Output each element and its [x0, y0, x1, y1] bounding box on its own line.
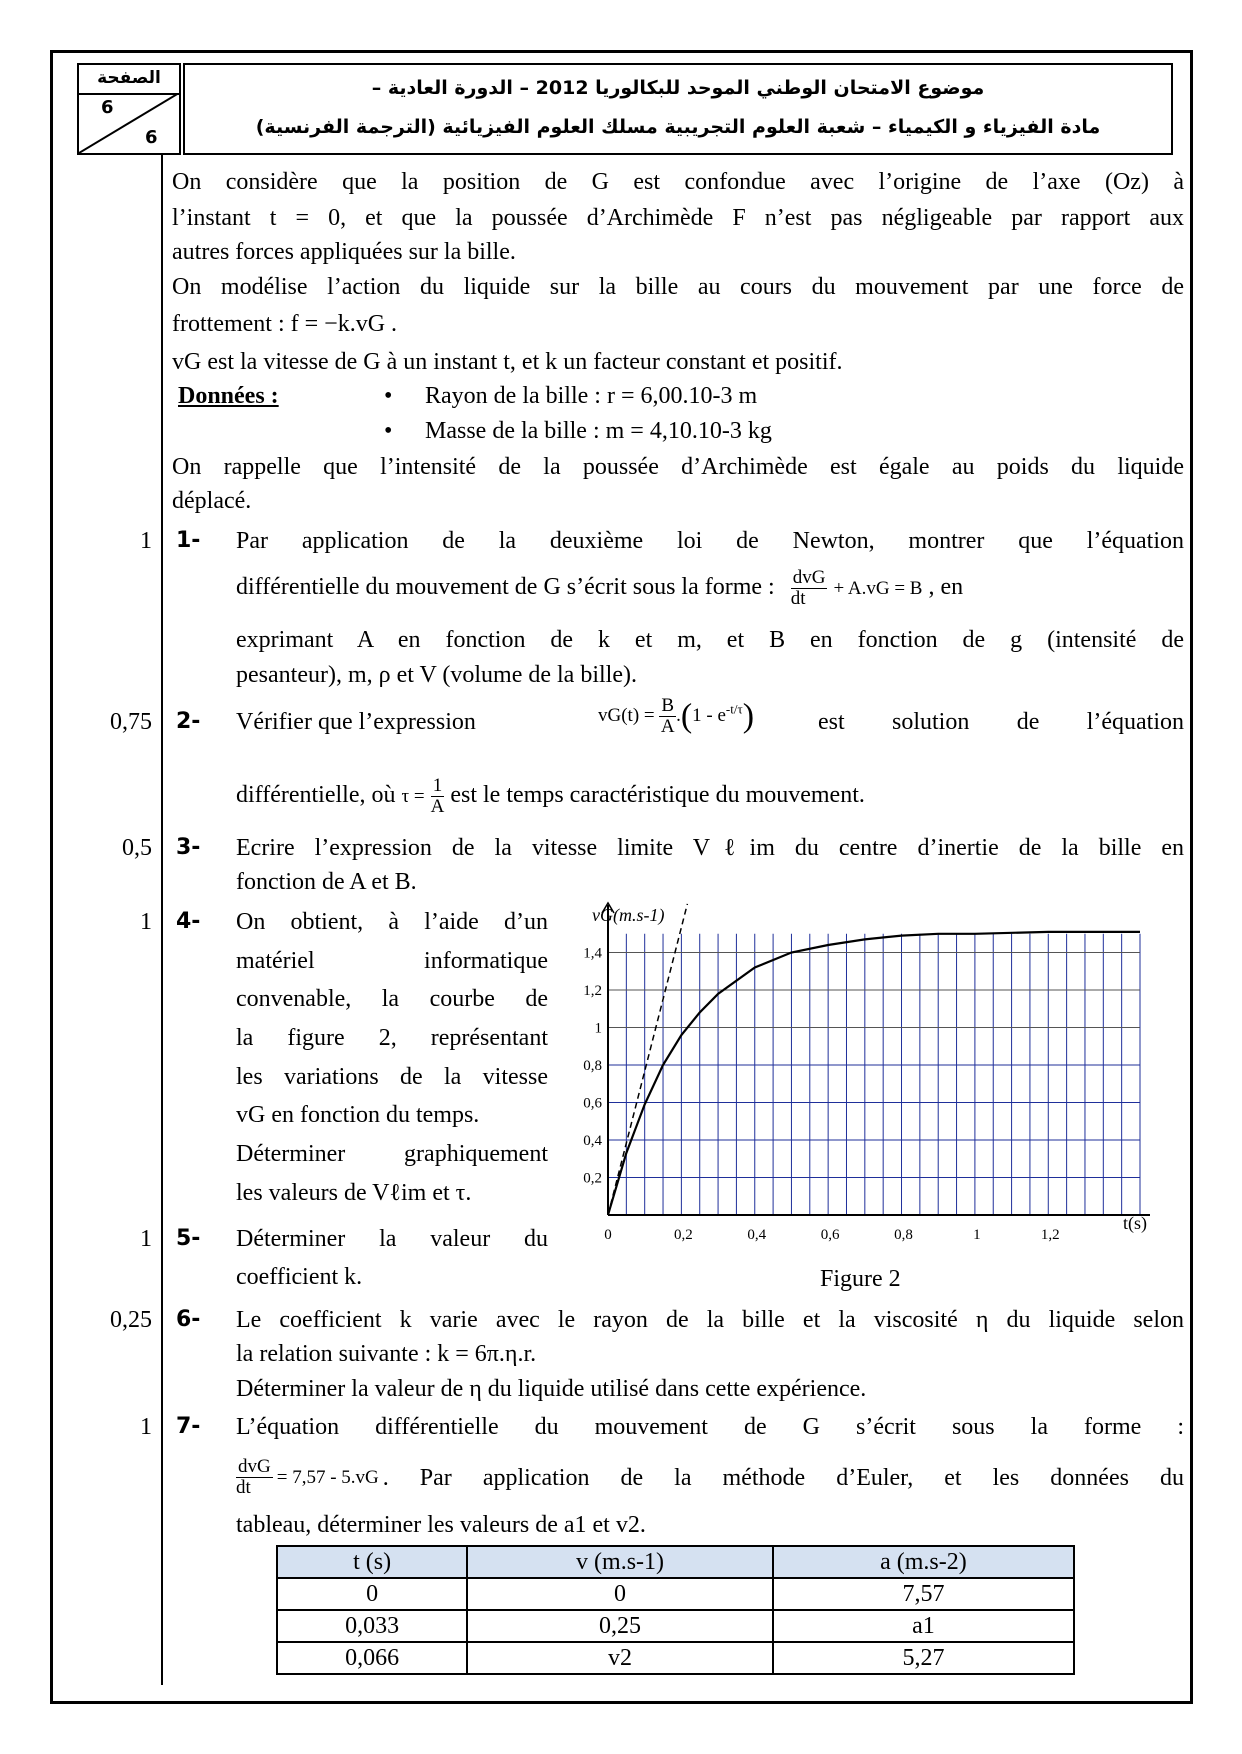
eq-euler: = 7,57 - 5.vG [276, 1466, 379, 1488]
euler-table [276, 1545, 1075, 1675]
eq-one: 1 [431, 776, 445, 797]
mark-q1: 1 [140, 528, 152, 554]
mark-q5: 1 [140, 1226, 152, 1252]
q6-line3: Déterminer la valeur de η du liquide utilisé dans cette expérience. [236, 1376, 867, 1402]
y-tick-label: 0,4 [583, 1133, 602, 1149]
q5-line2: coefficient k. [236, 1264, 363, 1290]
table-cell: 0,033 [277, 1610, 467, 1642]
y-tick-label: 1,4 [583, 945, 602, 962]
table-row [277, 1610, 1074, 1642]
intro-p1-l2: l’instant t = 0, et que la poussée d’Archimède F n’est pas négligeable par rapport aux [172, 205, 1184, 231]
eq-vgt: vG(t) = [598, 704, 655, 726]
donnee-rayon: Rayon de la bille : r = 6,00.10-3 m [425, 383, 758, 409]
q6-line2: la relation suivante : k = 6π.η.r. [236, 1341, 537, 1367]
q2-line2b: est le temps caractéristique du mouvement. [450, 782, 865, 809]
mark-q6: 0,25 [110, 1307, 152, 1333]
table-cell: 0,25 [467, 1610, 773, 1642]
table-header: a (m.s-2) [773, 1546, 1074, 1578]
x-tick-label: 0,8 [894, 1227, 913, 1243]
page-label: الصفحة [79, 65, 179, 95]
eq-dt-2: dt [236, 1477, 251, 1498]
table-cell: 7,57 [773, 1578, 1074, 1610]
qnum-5: 5- [176, 1226, 201, 1251]
header-line2: مادة الفيزياء و الكيمياء – شعبة العلوم التجريبية مسلك العلوم الفيزيائية (الترجمة الفرنسية) [255, 116, 1101, 138]
q7-line1: L’équation différentielle du mouvement de G s’écrit sous la forme : [236, 1414, 1184, 1440]
eq-1A [431, 776, 445, 817]
x-tick-label: 1,2 [1040, 1227, 1060, 1243]
q1-line1: Par application de la deuxième loi de Newton, montrer que l’équation [236, 528, 1184, 554]
table-header: v (m.s-1) [467, 1546, 773, 1578]
q4-line7: Déterminer graphiquement [236, 1141, 548, 1167]
eq-exp: -t/τ [725, 701, 743, 717]
figure-caption: Figure 2 [820, 1266, 901, 1292]
donnee-masse: Masse de la bille : m = 4,10.10-3 kg [425, 418, 772, 444]
x-tick-label: 0,6 [820, 1227, 840, 1243]
intro-p2-l1: On modélise l’action du liquide sur la bille au cours du mouvement par une force de [172, 274, 1184, 300]
q4-line2: matériel informatique [236, 948, 548, 974]
q6-line1: Le coefficient k varie avec le rayon de la bille et la viscosité η du liquide selon [236, 1307, 1184, 1333]
q4-line8: les valeurs de Vℓim et τ. [236, 1180, 472, 1206]
q1-line3: exprimant A en fonction de k et m, et B en fonction de g (intensité de [236, 627, 1184, 653]
q7-line2-text: . Par application de la méthode d’Euler, et les données du [382, 1464, 1184, 1491]
exam-header [183, 63, 1173, 155]
eq-B: B [661, 695, 675, 716]
eq-A: A [660, 716, 675, 737]
intro-p3: vG est la vitesse de G à un instant t, et k un facteur constant et positif. [172, 349, 843, 375]
table-cell: 0,066 [277, 1642, 467, 1674]
chart-grid [608, 934, 1140, 1215]
qnum-4: 4- [176, 909, 201, 934]
q4-line6: vG en fonction du temps. [236, 1102, 480, 1128]
eq-1-e: 1 - e [692, 704, 726, 726]
eq-BA [659, 696, 676, 737]
y-tick-label: 0,8 [583, 1058, 602, 1074]
q7-line2 [236, 1457, 1184, 1498]
table-cell: a1 [773, 1610, 1074, 1642]
bullet-1: • [384, 383, 393, 409]
chart-axes [602, 903, 1150, 1215]
y-tick-label: 0,2 [583, 1170, 602, 1187]
mark-q7: 1 [140, 1414, 152, 1440]
intro-p4-l2: déplacé. [172, 488, 252, 514]
intro-p1-l3: autres forces appliquées sur la bille. [172, 239, 516, 265]
q2-line2 [236, 776, 865, 817]
eq-A2: A [430, 796, 445, 817]
intro-p4-l1: On rappelle que l’intensité de la poussée d’Archimède est égale au poids du liquide [172, 454, 1184, 480]
q5-line1: Déterminer la valeur du [236, 1226, 548, 1252]
eq-dt: dt [790, 588, 806, 609]
q1-eq-rest: + A.vG = B [833, 578, 923, 600]
x-tick-label: 1 [973, 1227, 981, 1243]
eq-dvdt [791, 568, 828, 609]
intro-p1-l1: On considère que la position de G est confondue avec l’origine de l’axe (Oz) à [172, 169, 1184, 195]
y-axis-label: vG(m.s-1) [592, 905, 665, 925]
q1-line4: pesanteur), m, ρ et V (volume de la bille). [236, 662, 637, 688]
q1-line2-text: différentielle du mouvement de G s’écrit sous la forme : [236, 574, 775, 601]
intro-p2-l2: frottement : f = −k.vG . [172, 311, 398, 337]
qnum-1: 1- [176, 528, 201, 553]
q2-line2a: différentielle, où [236, 782, 396, 809]
mark-q2: 0,75 [110, 709, 152, 735]
header-line1: موضوع الامتحان الوطني الموحد للبكالوريا 2012 – الدورة العادية – [371, 77, 985, 99]
table-row [277, 1578, 1074, 1610]
q7-line3: tableau, déterminer les valeurs de a1 et v2. [236, 1512, 646, 1538]
tangent-line [608, 904, 687, 1215]
q3-line2: fonction de A et B. [236, 869, 417, 895]
q1-line2-end: , en [928, 574, 964, 601]
donnees-label: Données : [178, 383, 279, 409]
q2-line1a: Vérifier que l’expression [236, 709, 476, 735]
qnum-6: 6- [176, 1307, 201, 1332]
chart-curves [608, 904, 1140, 1215]
qnum-7: 7- [176, 1414, 201, 1439]
q1-line2 [236, 568, 1184, 609]
page-divider [79, 93, 179, 153]
velocity-curve [608, 932, 1140, 1215]
table-header-row [277, 1546, 1074, 1578]
eq-dv: dvG [792, 567, 826, 588]
q4-line5: les variations de la vitesse [236, 1064, 548, 1090]
eq-tau: τ = [401, 786, 425, 808]
eq-dv-2: dvG [238, 1456, 271, 1477]
figure-2-chart [560, 895, 1160, 1265]
page-num: 6 [101, 97, 114, 118]
qnum-2: 2- [176, 709, 201, 734]
q2-expression: vG(t) = $\frac{B}{A}$ $.(1 - e^{-t/\tau})$ [598, 695, 755, 737]
x-tick-label: 0 [604, 1227, 612, 1243]
eq-dvdt-2 [236, 1457, 273, 1498]
mark-q4: 1 [140, 909, 152, 935]
table-cell: 5,27 [773, 1642, 1074, 1674]
x-tick-label: 0,2 [674, 1227, 693, 1243]
table-cell: v2 [467, 1642, 773, 1674]
table-cell: 0 [467, 1578, 773, 1610]
y-tick-label: 0,6 [583, 1095, 602, 1112]
q4-line3: convenable, la courbe de [236, 986, 548, 1012]
table-header: t (s) [277, 1546, 467, 1578]
mark-q3: 0,5 [122, 835, 152, 861]
q3-line1: Ecrire l’expression de la vitesse limite Vℓim du centre d’inertie de la bille en [236, 835, 1184, 861]
q4-line4: la figure 2, représentant [236, 1025, 548, 1051]
page-number-box [77, 63, 181, 155]
table-cell: 0 [277, 1578, 467, 1610]
table-row [277, 1642, 1074, 1674]
page-total: 6 [145, 127, 158, 148]
q4-line1: On obtient, à l’aide d’un [236, 909, 548, 935]
x-axis-label: t(s) [1123, 1213, 1147, 1233]
q2-line1b: est solution de l’équation [818, 709, 1184, 735]
y-tick-label: 1 [594, 1020, 602, 1037]
qnum-3: 3- [176, 835, 201, 860]
y-tick-label: 1,2 [583, 983, 602, 999]
margin-line [161, 155, 163, 1685]
x-tick-label: 0,4 [747, 1227, 767, 1243]
bullet-2: • [384, 418, 393, 444]
